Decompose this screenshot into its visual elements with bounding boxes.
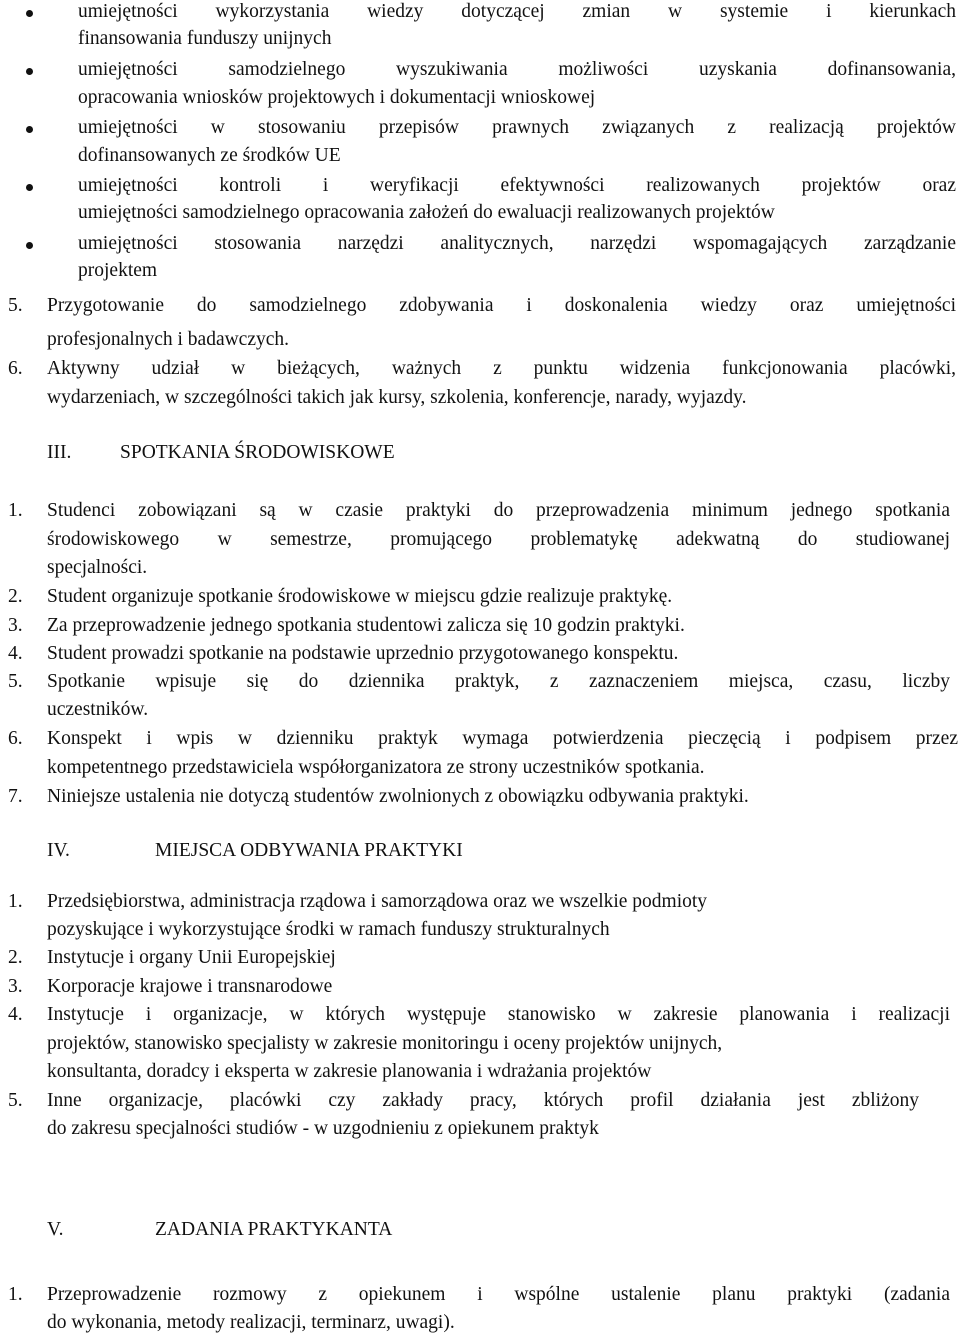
list-item: dofinansowanych ze środków UE [78, 145, 341, 166]
list-item: uczestników. [47, 699, 149, 720]
list-item: Niniejsze ustalenia nie dotyczą studentów zwolnionych z obowiązku odbywania praktyki. [47, 786, 749, 807]
list-item: opracowania wniosków projektowych i dokumentacji wnioskowej [78, 87, 596, 108]
bullet-dot [26, 242, 33, 249]
list-item: Konspekt i wpis w dzienniku praktyk wymaga potwierdzenia pieczęcią i podpisem przez [47, 728, 958, 749]
item-number: 5. [8, 295, 23, 316]
list-item: profesjonalnych i badawczych. [47, 329, 290, 350]
list-item: umiejętności stosowania narzędzi analitycznych, narzędzi wspomagających zarządzanie [78, 233, 956, 254]
list-item: do wykonania, metody realizacji, terminarz, uwagi). [47, 1312, 455, 1333]
item-number: 1. [8, 500, 23, 521]
list-item: Aktywny udział w bieżących, ważnych z punktu widzenia funkcjonowania placówki, [47, 358, 956, 379]
list-item: Inne organizacje, placówki czy zakłady pracy, których profil działania jest zbliżony [47, 1090, 919, 1111]
list-item: Student organizuje spotkanie środowiskowe w miejscu gdzie realizuje praktykę. [47, 586, 673, 607]
bullet-dot [26, 10, 33, 17]
list-item: Korporacje krajowe i transnarodowe [47, 976, 333, 997]
item-number: 6. [8, 728, 23, 749]
list-item: umiejętności samodzielnego opracowania założeń do ewaluacji realizowanych projektów [78, 202, 775, 223]
item-number: 4. [8, 643, 23, 664]
item-number: 5. [8, 1090, 23, 1111]
item-number: 3. [8, 976, 23, 997]
list-item: Instytucje i organizacje, w których występuje stanowisko w zakresie planowania i realizacji [47, 1004, 950, 1025]
list-item: umiejętności wykorzystania wiedzy dotyczącej zmian w systemie i kierunkach [78, 1, 956, 22]
list-item: umiejętności samodzielnego wyszukiwania możliwości uzyskania dofinansowania, [78, 59, 956, 80]
list-item: Studenci zobowiązani są w czasie praktyki do przeprowadzenia minimum jednego spotkania [47, 500, 950, 521]
item-number: 5. [8, 671, 23, 692]
list-item: środowiskowego w semestrze, promującego problematykę adekwatną do studiowanej [47, 529, 950, 550]
item-number: 3. [8, 615, 23, 636]
section-heading: ZADANIA PRAKTYKANTA [155, 1219, 393, 1240]
list-item: umiejętności kontroli i weryfikacji efektywności realizowanych projektów oraz [78, 175, 956, 196]
bullet-dot [26, 126, 33, 133]
list-item: do zakresu specjalności studiów - w uzgodnieniu z opiekunem praktyk [47, 1118, 599, 1139]
list-item: Przygotowanie do samodzielnego zdobywania i doskonalenia wiedzy oraz umiejętności [47, 295, 956, 316]
section-number: IV. [47, 840, 70, 861]
list-item: projektem [78, 260, 158, 281]
list-item: Za przeprowadzenie jednego spotkania studentowi zalicza się 10 godzin praktyki. [47, 615, 685, 636]
item-number: 2. [8, 586, 23, 607]
list-item: umiejętności w stosowaniu przepisów prawnych związanych z realizacją projektów [78, 117, 956, 138]
list-item: projektów, stanowisko specjalisty w zakresie monitoringu i oceny projektów unijnych, [47, 1033, 723, 1054]
list-item: wydarzeniach, w szczególności takich jak kursy, szkolenia, konferencje, narady, wyjazdy. [47, 387, 747, 408]
list-item: Student prowadzi spotkanie na podstawie uprzednio przygotowanego konspektu. [47, 643, 679, 664]
item-number: 1. [8, 891, 23, 912]
list-item: kompetentnego przedstawiciela współorganizatora ze strony uczestników spotkania. [47, 757, 705, 778]
bullet-dot [26, 184, 33, 191]
list-item: Instytucje i organy Unii Europejskiej [47, 947, 336, 968]
item-number: 1. [8, 1284, 23, 1305]
list-item: finansowania funduszy unijnych [78, 28, 332, 49]
list-item: pozyskujące i wykorzystujące środki w ramach funduszy strukturalnych [47, 919, 610, 940]
list-item: specjalności. [47, 557, 148, 578]
bullet-dot [26, 68, 33, 75]
section-number: III. [47, 442, 72, 463]
list-item: konsultanta, doradcy i eksperta w zakresie planowania i wdrażania projektów [47, 1061, 652, 1082]
item-number: 2. [8, 947, 23, 968]
list-item: Przedsiębiorstwa, administracja rządowa i samorządowa oraz we wszelkie podmioty [47, 891, 708, 912]
item-number: 7. [8, 786, 23, 807]
list-item: Przeprowadzenie rozmowy z opiekunem i wspólne ustalenie planu praktyki (zadania [47, 1284, 950, 1305]
section-number: V. [47, 1219, 64, 1240]
section-heading: MIEJSCA ODBYWANIA PRAKTYKI [155, 840, 463, 861]
item-number: 4. [8, 1004, 23, 1025]
section-heading: SPOTKANIA ŚRODOWISKOWE [120, 442, 395, 463]
list-item: Spotkanie wpisuje się do dziennika praktyk, z zaznaczeniem miejsca, czasu, liczby [47, 671, 950, 692]
item-number: 6. [8, 358, 23, 379]
